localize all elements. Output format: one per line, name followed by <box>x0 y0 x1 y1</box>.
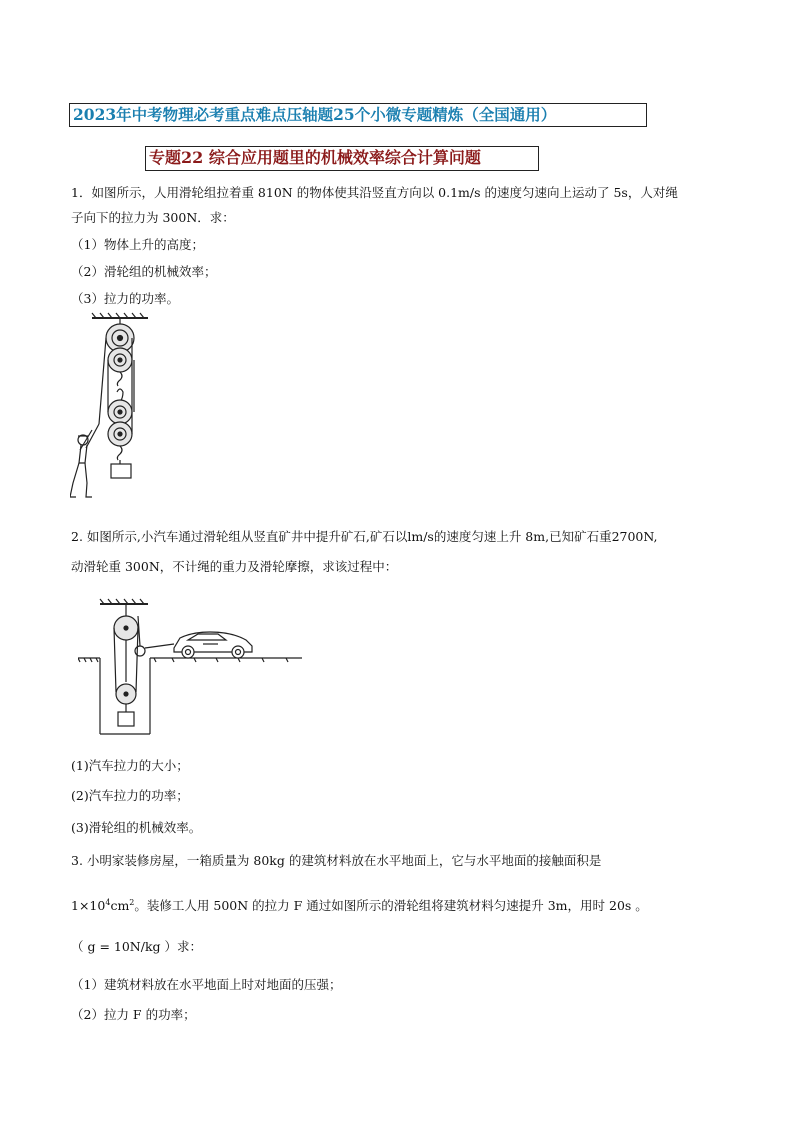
q2-sub3: (3)滑轮组的机械效率。 <box>71 820 202 835</box>
topic-title-banner: 专题22 综合应用题里的机械效率综合计算问题 <box>145 146 539 171</box>
q3-sub2: （2）拉力 F 的功率； <box>71 1007 196 1022</box>
q1-stem-line2: 子向下的拉力为 300N．求： <box>71 210 235 225</box>
area-exponent: 4 <box>105 897 111 907</box>
q3-sub1: （1）建筑材料放在水平地面上时对地面的压强； <box>71 977 342 992</box>
q3-stem-line1: 3. 小明家装修房屋，一箱质量为 80kg 的建筑材料放在水平地面上，它与水平地面的接触面积是 <box>71 853 602 868</box>
q1-sub1: （1）物体上升的高度； <box>71 237 204 252</box>
area-unit: cm <box>110 898 130 913</box>
q2-sub2: (2)汽车拉力的功率； <box>71 788 189 803</box>
series-title-banner: 2023年中考物理必考重点难点压轴题25个小微专题精炼（全国通用） <box>69 103 647 127</box>
q3-stem-line2-rest: 。装修工人用 500N 的拉力 F 通过如图所示的滑轮组将建筑材料匀速提升 3m，用时 20s 。 <box>134 898 648 913</box>
q2-stem-line2: 动滑轮重 300N，不计绳的重力及滑轮摩擦，求该过程中： <box>71 559 398 574</box>
q1-sub3: （3）拉力的功率。 <box>71 291 179 306</box>
area-coefficient: 1×10 <box>71 898 106 913</box>
q3-stem-line2 <box>71 896 648 914</box>
q2-stem-line1: 2. 如图所示,小汽车通过滑轮组从竖直矿井中提升矿石,矿石以lm/s的速度匀速上升 8m,已知矿石重2700N, <box>71 529 658 544</box>
mine-shaft-pulley-figure-2 <box>78 596 310 736</box>
q1-stem-line1: 1．如图所示，人用滑轮组拉着重 810N 的物体使其沿竖直方向以 0.1m/s 的速度匀速向上运动了 5s，人对绳 <box>71 185 678 200</box>
pulley-block-figure-1 <box>70 312 150 512</box>
q2-sub1: (1)汽车拉力的大小； <box>71 758 189 773</box>
area-unit-exponent: 2 <box>129 897 135 907</box>
q1-sub2: （2）滑轮组的机械效率； <box>71 264 217 279</box>
q3-g-line: （ g = 10N/kg ）求： <box>71 939 202 954</box>
